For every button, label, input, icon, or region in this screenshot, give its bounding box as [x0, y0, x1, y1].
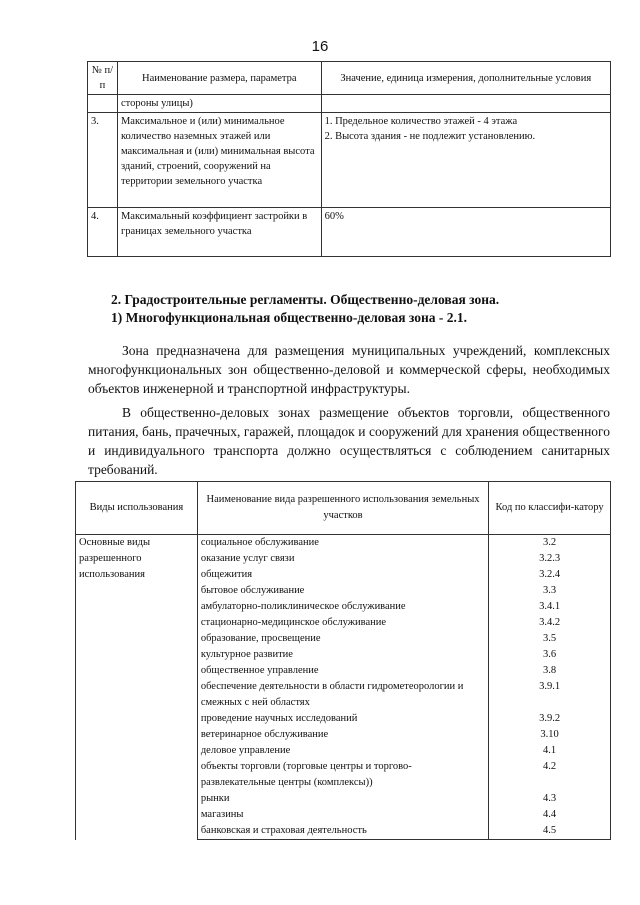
table-row: [76, 535, 611, 552]
use-code: 4.2: [489, 759, 611, 791]
use-name: бытовое обслуживание: [197, 583, 488, 599]
use-name: общежития: [197, 567, 488, 583]
row-value: [321, 113, 610, 208]
table-row: [88, 113, 611, 208]
use-code: 3.9.1: [489, 679, 611, 711]
use-code: 4.3: [489, 791, 611, 807]
group-label: Основные виды разрешенного использования: [76, 535, 198, 840]
use-name: социальное обслуживание: [197, 535, 488, 552]
use-name: стационарно-медицинское обслуживание: [197, 615, 488, 631]
use-code: 4.5: [489, 823, 611, 840]
value-line: 1. Предельное количество этажей - 4 этажа: [324, 116, 518, 127]
use-name: культурное развитие: [197, 647, 488, 663]
use-code: 3.10: [489, 727, 611, 743]
use-name: деловое управление: [197, 743, 488, 759]
use-name: обеспечение деятельности в области гидрометеорологии и смежных с ней областях: [197, 679, 488, 711]
use-name: ветеринарное обслуживание: [197, 727, 488, 743]
use-name: объекты торговли (торговые центры и торгово-развлекательные центры (комплексы)): [197, 759, 488, 791]
use-code: 3.5: [489, 631, 611, 647]
row-param: стороны улицы): [117, 95, 321, 113]
table-row: [88, 208, 611, 257]
use-code: 3.6: [489, 647, 611, 663]
header-param: Наименование размера, параметра: [117, 62, 321, 95]
header-name: Наименование вида разрешенного использования земельных участков: [197, 482, 488, 535]
table-header-row: [88, 62, 611, 95]
use-name: рынки: [197, 791, 488, 807]
use-name: образование, просвещение: [197, 631, 488, 647]
header-type: Виды использования: [76, 482, 198, 535]
table-row: [88, 95, 611, 113]
use-name: магазины: [197, 807, 488, 823]
use-code: 3.4.1: [489, 599, 611, 615]
use-name: общественное управление: [197, 663, 488, 679]
header-code: Код по классифи-катору: [489, 482, 611, 535]
section-subtitle: 1) Многофункциональная общественно-деловая зона - 2.1.: [111, 310, 468, 325]
row-num: [88, 95, 118, 113]
section-title: 2. Градостроительные регламенты. Общественно-деловая зона.: [111, 292, 500, 307]
row-param: Максимальный коэффициент застройки в границах земельного участка: [117, 208, 321, 257]
use-code: 3.8: [489, 663, 611, 679]
use-name: оказание услуг связи: [197, 551, 488, 567]
use-name: банковская и страховая деятельность: [197, 823, 488, 840]
use-code: 3.4.2: [489, 615, 611, 631]
use-code: 4.1: [489, 743, 611, 759]
use-code: 3.3: [489, 583, 611, 599]
header-value: Значение, единица измерения, дополнительные условия: [321, 62, 610, 95]
row-num: 3.: [88, 113, 118, 208]
header-num: № п/п: [88, 62, 118, 95]
use-code: 3.9.2: [489, 711, 611, 727]
use-name: проведение научных исследований: [197, 711, 488, 727]
row-param: Максимальное и (или) минимальное количество наземных этажей или максимальная и (или) минимальная высота зданий, строений, сооружений на территории земельного участка: [117, 113, 321, 208]
use-code: 3.2.3: [489, 551, 611, 567]
row-value: [321, 95, 610, 113]
use-name: амбулаторно-поликлиническое обслуживание: [197, 599, 488, 615]
row-num: 4.: [88, 208, 118, 257]
table-header-row: [76, 482, 611, 535]
paragraph: Зона предназначена для размещения муниципальных учреждений, комплексных многофункциональных зон общественно-деловой и коммерческой сферы, необходимых объектов инженерной и транспортной инфраструктуры.: [88, 343, 610, 396]
page-number: 16: [311, 38, 329, 55]
paragraph: В общественно-деловых зонах размещение объектов торговли, общественного питания, бань, прачечных, гаражей, площадок и сооружений для хранения общественного и индивидуального транспорта должно осуществляться с соблюдением санитарных требований.: [88, 405, 610, 477]
land-use-table: [75, 481, 611, 840]
row-value: 60%: [321, 208, 610, 257]
land-use-rows: [76, 535, 611, 840]
section-heading: [111, 291, 499, 327]
use-code: 3.2: [489, 535, 611, 552]
value-line: 2. Высота здания - не подлежит установлению.: [324, 131, 536, 142]
parameters-table: [87, 61, 611, 257]
use-code: 4.4: [489, 807, 611, 823]
use-code: 3.2.4: [489, 567, 611, 583]
